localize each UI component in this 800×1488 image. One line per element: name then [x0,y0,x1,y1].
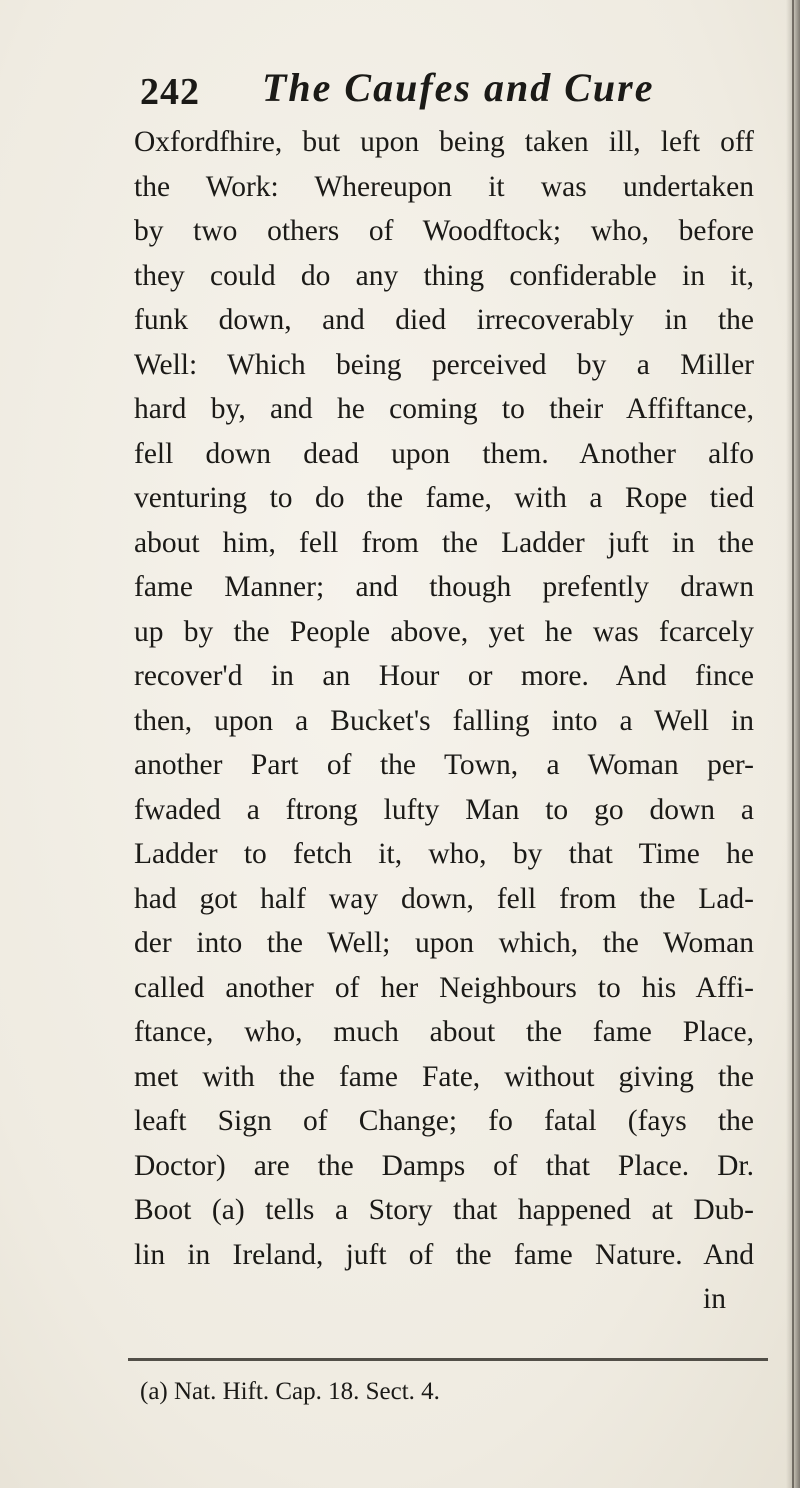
footnote: (a) Nat. Hift. Cap. 18. Sect. 4. [140,1378,440,1405]
text-line: called another of her Neighbours to his Affi- [134,971,754,1004]
page-header [140,64,700,124]
text-line: lin in Ireland, juft of the fame Nature. And [134,1238,754,1271]
text-line: they could do any thing confiderable in it, [134,259,754,292]
text-line: then, upon a Bucket's falling into a Well in [134,704,754,737]
text-line: der into the Well; upon which, the Woman [134,927,754,959]
text-line: Oxfordfhire, but upon being taken ill, left off [134,126,754,158]
text-line: funk down, and died irrecoverably in the [134,304,754,336]
text-line: recover'd in an Hour or more. And fince [134,660,754,692]
text-line: fwaded a ftrong lufty Man to go down a [134,793,754,826]
text-line: hard by, and he coming to their Affiftance, [134,393,754,425]
text-line: Well: Which being perceived by a Miller [134,348,754,381]
text-line: about him, fell from the Ladder juft in the [134,526,754,559]
page-edge-line [792,0,794,1488]
page-number: 242 [140,71,200,113]
text-line: venturing to do the fame, with a Rope tied [134,482,754,514]
body-text [134,120,754,1322]
text-line: Boot (a) tells a Story that happened at Dub- [134,1194,754,1226]
text-line: another Part of the Town, a Woman per- [134,749,754,781]
running-head: The Caufes and Cure [262,65,655,110]
text-line: Ladder to fetch it, who, by that Time he [134,838,754,870]
catchword: in [703,1283,726,1315]
footnote-rule [128,1358,768,1361]
text-line: Doctor) are the Damps of that Place. Dr. [134,1149,754,1182]
text-line: the Work: Whereupon it was undertaken [134,170,754,203]
text-line: leaft Sign of Change; fo fatal (fays the [134,1105,754,1137]
text-line: met with the fame Fate, without giving the [134,1060,754,1093]
text-line: fame Manner; and though prefently drawn [134,571,754,603]
text-line: ftance, who, much about the fame Place, [134,1016,754,1048]
text-line: fell down dead upon them. Another alfo [134,437,754,470]
text-line: up by the People above, yet he was fcarcely [134,615,754,648]
text-line: had got half way down, fell from the Lad- [134,882,754,915]
text-line: by two others of Woodftock; who, before [134,215,754,247]
